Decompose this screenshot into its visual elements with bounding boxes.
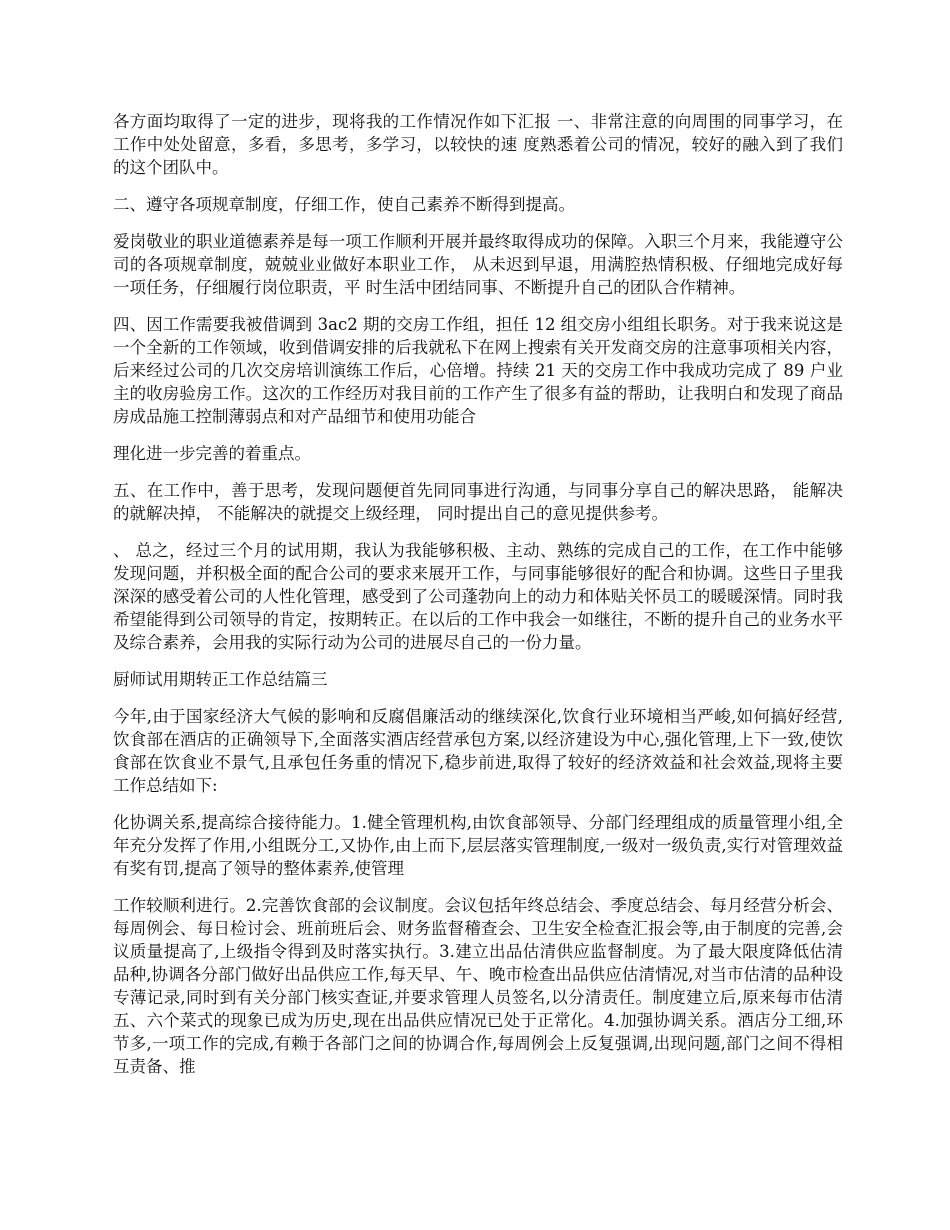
paragraph-meeting-system: 工作较顺利进行。2.完善饮食部的会议制度。会议包括年终总结会、季度总结会、每月经营分析会、每周例会、每日检讨会、班前班后会、财务监督稽查会、卫生安全检查汇报会等,由于制度的完善,会议质量提高了,上级指令得到及时落实执行。3.建立出品估清供应监督制度。为了最大限度降低估清品种,协调各分部门做好出品供应工作,每天早、午、晚市检查出品供应估清情况,对当市估清的品种设专薄记录,同时到有关分部门核实查证,并要求管理人员签名,以分清责任。制度建立后,原来每市估清五、六个菜式的现象已成为历史,现在出品供应情况已处于正常化。4.加强协调关系。酒店分工细,环节多,一项工作的完成,有赖于各部门之间的协调合作,每周例会上反复强调,出现问题,部门之间不得相互责备、推: [113, 896, 843, 1076]
paragraph-handover-work: 四、因工作需要我被借调到 3ac2 期的交房工作组，担任 12 组交房小组组长职务。对于我来说这是一个全新的工作领域，收到借调安排的后我就私下在网上搜索有关开发商交房的注意事项相关内容，后来经过公司的几次交房培训演练工作后，心倍增。持续 21 天的交房工作中我成功完成了 89 户业主的收房验房工作。这次的工作经历对我目前的工作产生了很多有益的帮助，让我明白和发现了商品房成品施工控制薄弱点和对产品细节和使用功能合: [113, 315, 843, 426]
paragraph-thinking-at-work: 五、在工作中，善于思考，发现问题便首先同同事进行沟通，与同事分享自己的解决思路， 能解决的就解决掉， 不能解决的就提交上级经理， 同时提出自己的意见提供参考。: [113, 481, 843, 523]
paragraph-professional-ethics: 爱岗敬业的职业道德素养是每一项工作顺利开展并最终取得成功的保障。入职三个月来，我能遵守公司的各项规章制度，兢兢业业做好本职业工作， 从未迟到早退，用满腔热情积极、仔细地完成好每一项任务，仔细履行岗位职责，平 时生活中团结同事、不断提升自己的团队合作精神。: [113, 232, 843, 297]
paragraph-management-structure: 化协调关系,提高综合接待能力。1.健全管理机构,由饮食部领导、分部门经理组成的质量管理小组,全年充分发挥了作用,小组既分工,又协作,由上而下,层层落实管理制度,一级对一级负责,实行对管理效益有奖有罚,提高了领导的整体素养,使管理: [113, 813, 843, 878]
paragraph-progress-report: 各方面均取得了一定的进步，现将我的工作情况作如下汇报 一、非常注意的向周围的同事学习，在工作中处处留意，多看，多思考，多学习，以较快的速 度熟悉着公司的情况，较好的融入到了我们的这个团队中。: [113, 112, 843, 177]
paragraph-year-overview: 今年,由于国家经济大气候的影响和反腐倡廉活动的继续深化,饮食行业环境相当严峻,如何搞好经营,饮食部在酒店的正确领导下,全面落实酒店经营承包方案,以经济建设为中心,强化管理,上下一致,使饮食部在饮食业不景气,且承包任务重的情况下,稳步前进,取得了较好的经济效益和社会效益,现将主要工作总结如下:: [113, 707, 843, 795]
paragraph-rules-compliance: 二、遵守各项规章制度，仔细工作，使自己素养不断得到提高。: [113, 195, 575, 214]
paragraph-handover-continuation: 理化进一步完善的着重点。: [113, 444, 311, 463]
paragraph-summary: 、 总之，经过三个月的试用期，我认为我能够积极、主动、熟练的完成自己的工作，在工作中能够 发现问题，并积极全面的配合公司的要求来展开工作，与同事能够很好的配合和协调。这些日子里我深深的感受着公司的人性化管理，感受到了公司蓬勃向上的动力和体贴关怀员工的暖暖深情。同时我希望能得到公司领导的肯定，按期转正。在以后的工作中我会一如继往，不断的提升自己的业务水平及综合素养，会用我的实际行动为公司的进展尽自己的一份力量。: [113, 541, 843, 652]
document-body: [113, 110, 843, 1092]
section-heading: 厨师试用期转正工作总结篇三: [113, 670, 328, 689]
